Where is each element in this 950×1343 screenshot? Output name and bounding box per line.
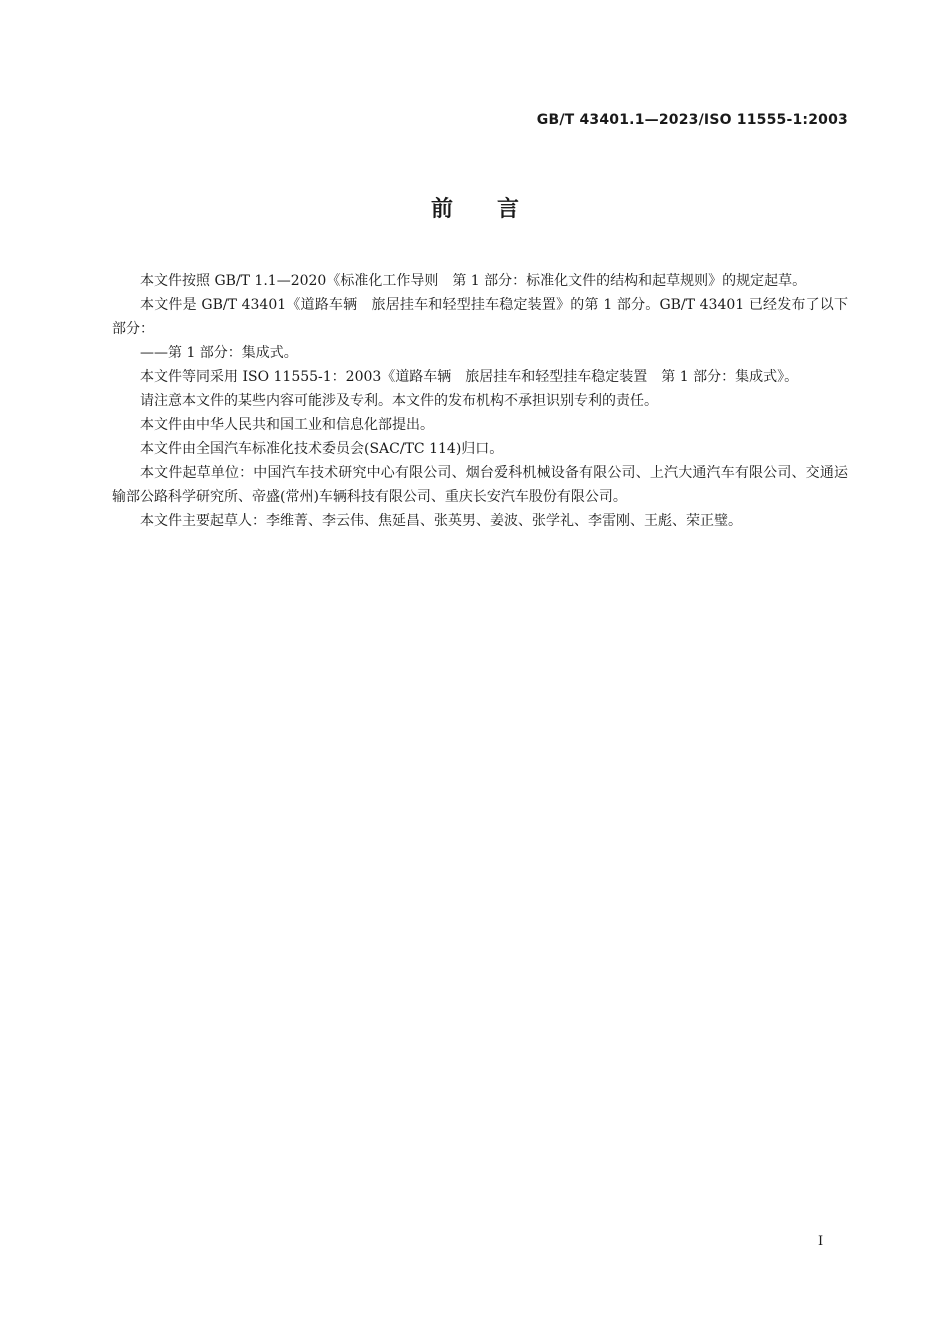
paragraph-drafting-organizations: 本文件起草单位：中国汽车技术研究中心有限公司、烟台爱科机械设备有限公司、上汽大通汽车有限公司、交通运输部公路科学研究所、帝盛(常州)车辆科技有限公司、重庆长安汽车股份有限公司。 (112, 465, 848, 505)
page-title: 前言 (430, 197, 563, 222)
page-number: I (818, 1234, 824, 1249)
paragraph-iso-adoption: 本文件等同采用 ISO 11555-1：2003《道路车辆 旅居挂车和轻型挂车稳定装置 第 1 部分：集成式》。 (140, 369, 799, 385)
paragraph-patent-notice: 请注意本文件的某些内容可能涉及专利。本文件的发布机构不承担识别专利的责任。 (140, 393, 658, 409)
paragraph-document-part: 本文件是 GB/T 43401《道路车辆 旅居挂车和轻型挂车稳定装置》的第 1 部分。GB/T 43401 已经发布了以下部分： (112, 297, 848, 337)
paragraph-drafting-rules: 本文件按照 GB/T 1.1—2020《标准化工作导则 第 1 部分：标准化文件的结构和起草规则》的规定起草。 (140, 273, 807, 289)
paragraph-proposed-by: 本文件由中华人民共和国工业和信息化部提出。 (140, 417, 434, 433)
paragraph-main-drafters: 本文件主要起草人：李维菁、李云伟、焦延昌、张英男、姜波、张学礼、李雷刚、王彪、荣正璧。 (140, 513, 742, 529)
standard-number-header: GB/T 43401.1—2023/ISO 11555-1:2003 (536, 112, 848, 128)
paragraph-under-jurisdiction: 本文件由全国汽车标准化技术委员会(SAC/TC 114)归口。 (140, 441, 504, 457)
foreword-body (112, 269, 848, 533)
paragraph-part-list-item: ——第 1 部分：集成式。 (140, 345, 298, 361)
